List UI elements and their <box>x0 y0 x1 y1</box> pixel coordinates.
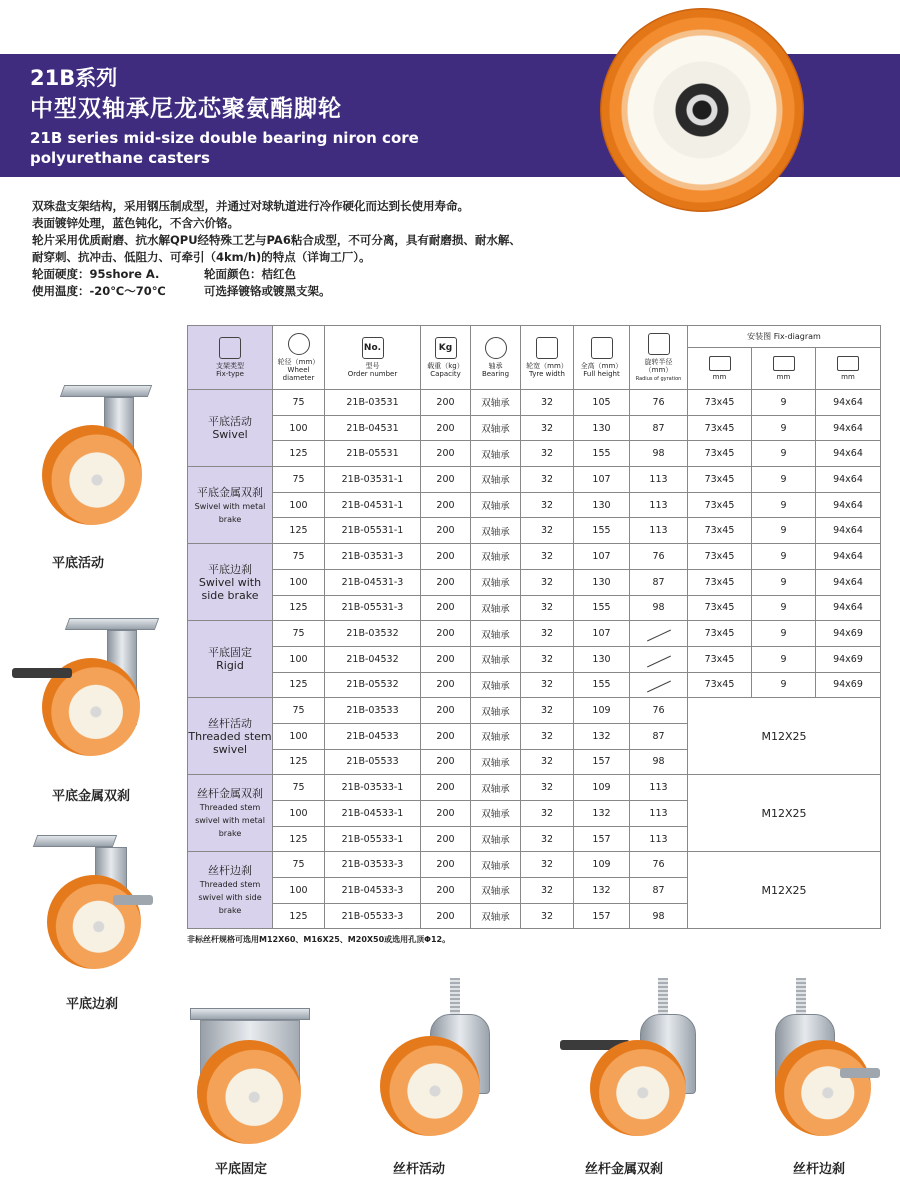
table-cell: 157 <box>574 749 630 775</box>
fix-plate-col: mm <box>688 348 752 390</box>
table-cell: 76 <box>630 390 688 416</box>
table-cell: 200 <box>421 826 471 852</box>
fix-cell: 9 <box>752 595 816 621</box>
table-cell: 32 <box>521 646 574 672</box>
fix-cell: 94x69 <box>816 672 881 698</box>
caster-photo-stem-side-brake <box>770 978 890 1148</box>
table-cell: 132 <box>574 801 630 827</box>
table-cell: 200 <box>421 544 471 570</box>
type-cell: 平底边刹 Swivel with side brake <box>188 544 273 621</box>
table-cell: 32 <box>521 775 574 801</box>
table-cell: 132 <box>574 723 630 749</box>
table-cell: 21B-05531-3 <box>325 595 421 621</box>
fix-cell: 94x69 <box>816 646 881 672</box>
table-row <box>188 569 881 595</box>
table-cell: 21B-04532 <box>325 646 421 672</box>
fix-cell: 73x45 <box>688 518 752 544</box>
fix-cell: 9 <box>752 467 816 493</box>
plate-diagram-icon <box>709 356 731 371</box>
radius-cell <box>630 672 688 698</box>
table-cell: 113 <box>630 826 688 852</box>
table-cell: 双轴承 <box>471 749 521 775</box>
header-radius: 旋转半径 （mm） Radius of gyration <box>630 326 688 390</box>
table-cell: 32 <box>521 415 574 441</box>
table-cell: 200 <box>421 621 471 647</box>
table-cell: 107 <box>574 467 630 493</box>
wheel-photo <box>600 8 804 212</box>
caster-photo-stem-metal-brake <box>560 978 710 1148</box>
table-cell: 200 <box>421 801 471 827</box>
type-cell: 平底固定 Rigid <box>188 621 273 698</box>
header-full-height: 全高（mm） Full height <box>574 326 630 390</box>
table-cell: 125 <box>273 826 325 852</box>
table-row <box>188 775 881 801</box>
rotation-icon <box>648 333 670 355</box>
fix-cell: 73x45 <box>688 415 752 441</box>
fix-cell: 94x64 <box>816 518 881 544</box>
table-cell: 98 <box>630 441 688 467</box>
header-type: 支架类型 Fix-type <box>188 326 273 390</box>
table-cell: 200 <box>421 441 471 467</box>
table-cell: 100 <box>273 646 325 672</box>
table-cell: 75 <box>273 544 325 570</box>
table-cell: 21B-03531 <box>325 390 421 416</box>
table-row <box>188 646 881 672</box>
fix-cell: 9 <box>752 492 816 518</box>
table-cell: 98 <box>630 903 688 929</box>
table-cell: 双轴承 <box>471 492 521 518</box>
caster-photo-stem-swivel <box>380 978 510 1148</box>
caption-stem-metal-brake: 丝杆金属双刹 <box>585 1162 664 1177</box>
table-cell: 双轴承 <box>471 544 521 570</box>
table-cell: 200 <box>421 467 471 493</box>
table-row <box>188 698 881 724</box>
table-cell: 113 <box>630 518 688 544</box>
table-cell: 21B-05531 <box>325 441 421 467</box>
table-cell: 76 <box>630 698 688 724</box>
table-cell: 双轴承 <box>471 698 521 724</box>
table-cell: 109 <box>574 698 630 724</box>
size-diagram-icon <box>837 356 859 371</box>
table-cell: 200 <box>421 723 471 749</box>
fix-cell: 9 <box>752 621 816 647</box>
table-cell: 109 <box>574 775 630 801</box>
header-bearing: 轴承 Bearing <box>471 326 521 390</box>
fix-cell: 73x45 <box>688 390 752 416</box>
table-cell: 130 <box>574 492 630 518</box>
height-icon <box>591 337 613 359</box>
table-cell: 21B-04533-1 <box>325 801 421 827</box>
table-cell: 双轴承 <box>471 878 521 904</box>
table-cell: 双轴承 <box>471 826 521 852</box>
table-cell: 76 <box>630 544 688 570</box>
table-row <box>188 518 881 544</box>
fix-cell: 94x64 <box>816 569 881 595</box>
table-cell: 200 <box>421 415 471 441</box>
table-note: 非标丝杆规格可选用M12X60、M16X25、M20X50或选用孔顶Φ12。 <box>187 935 451 944</box>
table-cell: 125 <box>273 749 325 775</box>
description-line: 表面镀锌处理，蓝色钝化，不含六价铬。 <box>32 216 239 230</box>
table-cell: 双轴承 <box>471 775 521 801</box>
fix-cell: 73x45 <box>688 544 752 570</box>
table-cell: 21B-03531-3 <box>325 544 421 570</box>
table-cell: 200 <box>421 903 471 929</box>
fix-cell: 94x64 <box>816 595 881 621</box>
table-header-row <box>188 326 881 348</box>
fix-cell: 73x45 <box>688 569 752 595</box>
fix-cell: 94x64 <box>816 492 881 518</box>
fix-cell: 9 <box>752 544 816 570</box>
fix-cell: 73x45 <box>688 621 752 647</box>
table-cell: 21B-05532 <box>325 672 421 698</box>
table-cell: 32 <box>521 569 574 595</box>
fix-cell: 9 <box>752 390 816 416</box>
product-title-cn: 中型双轴承尼龙芯聚氨酯脚轮 <box>30 96 342 122</box>
table-cell: 87 <box>630 415 688 441</box>
caster-photo-rigid <box>185 1008 315 1153</box>
table-cell: 87 <box>630 569 688 595</box>
table-cell: 双轴承 <box>471 441 521 467</box>
table-cell: 200 <box>421 492 471 518</box>
fix-cell: 73x45 <box>688 672 752 698</box>
table-cell: 32 <box>521 441 574 467</box>
table-cell: 155 <box>574 518 630 544</box>
table-cell: 87 <box>630 723 688 749</box>
caption-stem-side-brake: 丝杆边刹 <box>793 1162 846 1177</box>
table-cell: 21B-04531-1 <box>325 492 421 518</box>
table-row <box>188 390 881 416</box>
table-row <box>188 415 881 441</box>
table-cell: 双轴承 <box>471 518 521 544</box>
description-line: 耐穿刺、抗冲击、低阻力、可牵引（4km/h)的特点（详询工厂）。 <box>32 250 371 264</box>
table-cell: 200 <box>421 852 471 878</box>
table-row <box>188 467 881 493</box>
header-order-number: No. 型号 Order number <box>325 326 421 390</box>
table-cell: 155 <box>574 441 630 467</box>
table-row <box>188 544 881 570</box>
table-cell: 21B-05531-1 <box>325 518 421 544</box>
table-cell: 32 <box>521 749 574 775</box>
table-row <box>188 621 881 647</box>
table-cell: 32 <box>521 492 574 518</box>
table-cell: 200 <box>421 775 471 801</box>
radius-cell <box>630 621 688 647</box>
table-cell: 75 <box>273 775 325 801</box>
table-cell: 21B-03533-1 <box>325 775 421 801</box>
table-cell: 100 <box>273 723 325 749</box>
table-cell: 200 <box>421 749 471 775</box>
table-cell: 32 <box>521 826 574 852</box>
weight-icon: Kg <box>435 337 457 359</box>
fix-cell: 73x45 <box>688 467 752 493</box>
fix-cell: 9 <box>752 646 816 672</box>
table-cell: 32 <box>521 390 574 416</box>
table-cell: 32 <box>521 852 574 878</box>
table-cell: 21B-04533 <box>325 723 421 749</box>
description-line: 轮片采用优质耐磨、抗水解QPU经特殊工艺与PA6粘合成型，不可分离，具有耐磨损、耐水解、 <box>32 233 521 247</box>
no-value-dash <box>647 655 671 667</box>
table-cell: 32 <box>521 518 574 544</box>
header-fix-diagram: 安装图 Fix-diagram <box>688 326 881 348</box>
type-cell: 平底活动 Swivel <box>188 390 273 467</box>
fix-cell: 9 <box>752 518 816 544</box>
table-cell: 21B-04533-3 <box>325 878 421 904</box>
table-cell: 100 <box>273 415 325 441</box>
fix-cell: 94x64 <box>816 544 881 570</box>
table-cell: 双轴承 <box>471 621 521 647</box>
table-cell: 125 <box>273 903 325 929</box>
table-cell: 100 <box>273 878 325 904</box>
table-cell: 107 <box>574 621 630 647</box>
series-title: 21B系列 <box>30 66 118 90</box>
bearing-icon <box>485 337 507 359</box>
table-cell: 32 <box>521 672 574 698</box>
radius-cell <box>630 646 688 672</box>
description-line: 双珠盘支架结构，采用钢压制成型，并通过对球轨道进行冷作硬化而达到长使用寿命。 <box>32 199 469 213</box>
table-cell: 105 <box>574 390 630 416</box>
table-cell: 200 <box>421 595 471 621</box>
table-cell: 32 <box>521 467 574 493</box>
table-cell: 200 <box>421 698 471 724</box>
table-cell: 113 <box>630 467 688 493</box>
table-cell: 双轴承 <box>471 646 521 672</box>
fix-stem-cell: M12X25 <box>688 775 881 852</box>
table-cell: 双轴承 <box>471 723 521 749</box>
table-cell: 75 <box>273 698 325 724</box>
fix-cell: 9 <box>752 672 816 698</box>
table-cell: 双轴承 <box>471 801 521 827</box>
table-cell: 21B-03532 <box>325 621 421 647</box>
table-cell: 32 <box>521 544 574 570</box>
table-cell: 113 <box>630 775 688 801</box>
hole-diagram-icon <box>773 356 795 371</box>
table-row <box>188 441 881 467</box>
table-cell: 125 <box>273 441 325 467</box>
table-cell: 21B-05533 <box>325 749 421 775</box>
table-cell: 32 <box>521 723 574 749</box>
table-cell: 125 <box>273 672 325 698</box>
table-cell: 98 <box>630 595 688 621</box>
fix-size-col: mm <box>816 348 881 390</box>
table-cell: 100 <box>273 492 325 518</box>
caster-photo-metal-brake <box>12 618 152 768</box>
caption-side-brake: 平底边刹 <box>66 997 119 1012</box>
fix-hole-col: mm <box>752 348 816 390</box>
table-cell: 32 <box>521 878 574 904</box>
caster-photo-side-brake <box>25 835 155 975</box>
caption-rigid: 平底固定 <box>215 1162 268 1177</box>
caption-swivel: 平底活动 <box>52 556 105 571</box>
table-cell: 130 <box>574 415 630 441</box>
table-cell: 107 <box>574 544 630 570</box>
width-icon <box>536 337 558 359</box>
table-cell: 32 <box>521 621 574 647</box>
table-cell: 32 <box>521 801 574 827</box>
type-cell: 丝杆边刹 Threaded stem swivel with side brake <box>188 852 273 929</box>
table-cell: 双轴承 <box>471 852 521 878</box>
color-text: 轮面颜色：桔红色 <box>204 267 296 281</box>
no-value-dash <box>647 681 671 693</box>
table-cell: 21B-03531-1 <box>325 467 421 493</box>
fix-cell: 73x45 <box>688 595 752 621</box>
table-cell: 双轴承 <box>471 415 521 441</box>
header-diameter: 轮径（mm） Wheel diameter <box>273 326 325 390</box>
table-cell: 130 <box>574 646 630 672</box>
fix-cell: 94x64 <box>816 415 881 441</box>
table-cell: 21B-04531 <box>325 415 421 441</box>
fix-stem-cell: M12X25 <box>688 852 881 929</box>
table-cell: 双轴承 <box>471 672 521 698</box>
description <box>32 198 521 300</box>
table-cell: 双轴承 <box>471 595 521 621</box>
table-row <box>188 852 881 878</box>
table-row <box>188 595 881 621</box>
product-title-en: 21B series mid-size double bearing niron core polyurethane casters <box>30 129 419 167</box>
bracket-icon <box>219 337 241 359</box>
table-cell: 100 <box>273 801 325 827</box>
header-tyre-width: 轮宽（mm） Tyre width <box>521 326 574 390</box>
table-cell: 130 <box>574 569 630 595</box>
table-cell: 113 <box>630 492 688 518</box>
table-cell: 75 <box>273 390 325 416</box>
fix-cell: 9 <box>752 569 816 595</box>
table-cell: 200 <box>421 518 471 544</box>
hardness-text: 轮面硬度：95shore A. <box>32 267 160 281</box>
table-cell: 87 <box>630 878 688 904</box>
table-cell: 双轴承 <box>471 467 521 493</box>
table-cell: 155 <box>574 595 630 621</box>
table-cell: 157 <box>574 903 630 929</box>
table-cell: 双轴承 <box>471 390 521 416</box>
table-cell: 21B-04531-3 <box>325 569 421 595</box>
fix-cell: 73x45 <box>688 492 752 518</box>
table-cell: 200 <box>421 569 471 595</box>
table-cell: 21B-05533-1 <box>325 826 421 852</box>
caption-stem-swivel: 丝杆活动 <box>393 1162 446 1177</box>
table-cell: 157 <box>574 826 630 852</box>
option-text: 可选择镀铬或镀黑支架。 <box>204 284 331 298</box>
table-cell: 132 <box>574 878 630 904</box>
table-cell: 98 <box>630 749 688 775</box>
temperature-text: 使用温度：-20℃～70℃ <box>32 284 166 298</box>
type-cell: 丝杆活动 Threaded stem swivel <box>188 698 273 775</box>
fix-stem-cell: M12X25 <box>688 698 881 775</box>
diameter-icon <box>288 333 310 355</box>
table-cell: 75 <box>273 621 325 647</box>
fix-cell: 73x45 <box>688 646 752 672</box>
table-cell: 200 <box>421 672 471 698</box>
table-cell: 21B-05533-3 <box>325 903 421 929</box>
header-capacity: Kg 载重（kg） Capacity <box>421 326 471 390</box>
fix-cell: 94x69 <box>816 621 881 647</box>
spec-table <box>187 325 881 929</box>
table-cell: 125 <box>273 595 325 621</box>
table-row <box>188 672 881 698</box>
number-icon: No. <box>362 337 384 359</box>
table-cell: 113 <box>630 801 688 827</box>
no-value-dash <box>647 630 671 642</box>
table-cell: 100 <box>273 569 325 595</box>
table-cell: 200 <box>421 646 471 672</box>
table-cell: 200 <box>421 390 471 416</box>
fix-cell: 9 <box>752 441 816 467</box>
table-cell: 32 <box>521 903 574 929</box>
caster-photo-swivel <box>42 385 152 535</box>
table-cell: 21B-03533 <box>325 698 421 724</box>
table-row <box>188 492 881 518</box>
table-cell: 76 <box>630 852 688 878</box>
table-cell: 双轴承 <box>471 569 521 595</box>
fix-cell: 73x45 <box>688 441 752 467</box>
table-cell: 双轴承 <box>471 903 521 929</box>
table-cell: 125 <box>273 518 325 544</box>
table-cell: 21B-03533-3 <box>325 852 421 878</box>
table-cell: 32 <box>521 595 574 621</box>
table-cell: 200 <box>421 878 471 904</box>
table-cell: 155 <box>574 672 630 698</box>
type-cell: 丝杆金属双刹 Threaded stem swivel with metal brake <box>188 775 273 852</box>
table-cell: 75 <box>273 467 325 493</box>
type-cell: 平底金属双刹 Swivel with metal brake <box>188 467 273 544</box>
table-cell: 32 <box>521 698 574 724</box>
fix-cell: 94x64 <box>816 467 881 493</box>
fix-cell: 94x64 <box>816 441 881 467</box>
table-cell: 109 <box>574 852 630 878</box>
fix-cell: 94x64 <box>816 390 881 416</box>
fix-cell: 9 <box>752 415 816 441</box>
table-cell: 75 <box>273 852 325 878</box>
caption-metal-brake: 平底金属双刹 <box>52 789 131 804</box>
